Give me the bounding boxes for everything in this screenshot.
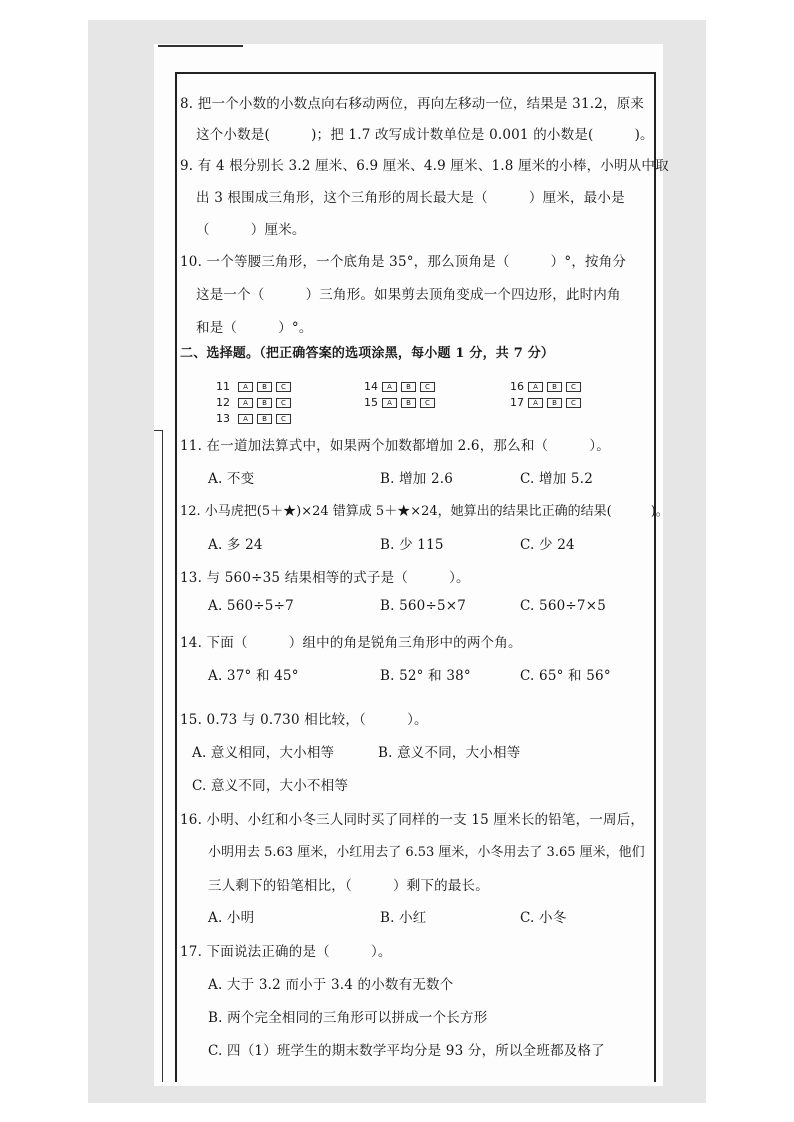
answer-number: 16 bbox=[510, 380, 524, 393]
q14-option-c: C. 65° 和 56° bbox=[520, 668, 611, 684]
bubble-b[interactable]: B bbox=[257, 382, 272, 392]
bubble-c[interactable]: C bbox=[276, 414, 291, 424]
answer-row-14 bbox=[364, 380, 439, 393]
bubble-c[interactable]: C bbox=[566, 382, 581, 392]
bubble-b[interactable]: B bbox=[257, 414, 272, 424]
bubble-a[interactable]: A bbox=[238, 398, 253, 408]
q16-option-b: B. 小红 bbox=[380, 910, 427, 926]
q11-option-a: A. 不变 bbox=[208, 471, 255, 487]
q15-option-b: B. 意义不同，大小相等 bbox=[378, 745, 521, 761]
q8-line1: 8. 把一个小数的小数点向右移动两位，再向左移动一位，结果是 31.2，原来 bbox=[180, 96, 645, 112]
q13-option-c: C. 560÷7×5 bbox=[520, 598, 606, 614]
q12-option-c: C. 少 24 bbox=[520, 537, 575, 553]
bubble-a[interactable]: A bbox=[528, 382, 543, 392]
q13-stem: 13. 与 560÷35 结果相等的式子是（ ）。 bbox=[180, 570, 470, 586]
q9-line2: 出 3 根围成三角形，这个三角形的周长最大是（ ）厘米，最小是 bbox=[196, 190, 625, 206]
q17-option-c: C. 四（1）班学生的期末数学平均分是 93 分，所以全班都及格了 bbox=[208, 1043, 605, 1059]
bubble-c[interactable]: C bbox=[276, 398, 291, 408]
section2-heading: 二、选择题。（把正确答案的选项涂黑，每小题 1 分，共 7 分） bbox=[180, 346, 555, 361]
q12-option-b: B. 少 115 bbox=[380, 537, 444, 553]
q16-option-a: A. 小明 bbox=[208, 910, 255, 926]
q14-option-b: B. 52° 和 38° bbox=[380, 668, 471, 684]
q13-option-b: B. 560÷5×7 bbox=[380, 598, 467, 614]
q12-option-a: A. 多 24 bbox=[208, 537, 263, 553]
q16-line3: 三人剩下的铅笔相比，（ ）剩下的最长。 bbox=[208, 878, 489, 894]
answer-number: 11 bbox=[216, 380, 230, 393]
answer-number: 15 bbox=[364, 396, 378, 409]
q13-option-a: A. 560÷5÷7 bbox=[208, 598, 294, 614]
bubble-a[interactable]: A bbox=[528, 398, 543, 408]
answer-number: 14 bbox=[364, 380, 378, 393]
bubble-c[interactable]: C bbox=[566, 398, 581, 408]
answer-row-11 bbox=[216, 380, 295, 393]
answer-row-15 bbox=[364, 396, 439, 409]
bubble-b[interactable]: B bbox=[547, 398, 562, 408]
q17-option-a: A. 大于 3.2 而小于 3.4 的小数有无数个 bbox=[208, 977, 454, 993]
bubble-a[interactable]: A bbox=[382, 382, 397, 392]
q12-stem: 12. 小马虎把(5＋★)×24 错算成 5＋★×24，她算出的结果比正确的结果( )。 bbox=[180, 504, 669, 519]
answer-row-16 bbox=[510, 380, 585, 393]
top-edge-mark bbox=[158, 45, 243, 47]
bubble-b[interactable]: B bbox=[257, 398, 272, 408]
answer-number: 13 bbox=[216, 412, 230, 425]
answer-row-12 bbox=[216, 396, 295, 409]
q15-option-a: A. 意义相同，大小相等 bbox=[192, 745, 335, 761]
bubble-c[interactable]: C bbox=[420, 398, 435, 408]
bubble-b[interactable]: B bbox=[401, 398, 416, 408]
answer-number: 12 bbox=[216, 396, 230, 409]
bubble-c[interactable]: C bbox=[420, 382, 435, 392]
q16-line2: 小明用去 5.63 厘米，小红用去了 6.53 厘米，小冬用去了 3.65 厘米，他们 bbox=[208, 845, 645, 860]
bubble-a[interactable]: A bbox=[382, 398, 397, 408]
q11-stem: 11. 在一道加法算式中，如果两个加数都增加 2.6，那么和（ ）。 bbox=[180, 438, 610, 454]
q14-stem: 14. 下面（ ）组中的角是锐角三角形中的两个角。 bbox=[180, 635, 522, 651]
q17-option-b: B. 两个完全相同的三角形可以拼成一个长方形 bbox=[208, 1010, 488, 1026]
q17-stem: 17. 下面说法正确的是（ ）。 bbox=[180, 944, 392, 960]
q15-option-c: C. 意义不同，大小不相等 bbox=[192, 778, 349, 794]
bubble-b[interactable]: B bbox=[401, 382, 416, 392]
q16-line1: 16. 小明、小红和小冬三人同时买了同样的一支 15 厘米长的铅笔，一周后， bbox=[180, 812, 645, 828]
answer-number: 17 bbox=[510, 396, 524, 409]
q11-option-c: C. 增加 5.2 bbox=[520, 471, 593, 487]
q14-option-a: A. 37° 和 45° bbox=[208, 668, 299, 684]
q10-line2: 这是一个（ ）三角形。如果剪去顶角变成一个四边形，此时内角 bbox=[196, 287, 621, 303]
q10-line3: 和是（ ）°。 bbox=[196, 320, 313, 336]
q9-line3: （ ）厘米。 bbox=[196, 222, 306, 238]
bubble-a[interactable]: A bbox=[238, 414, 253, 424]
bubble-c[interactable]: C bbox=[276, 382, 291, 392]
q9-line1: 9. 有 4 根分别长 3.2 厘米、6.9 厘米、4.9 厘米、1.8 厘米的小棒，小明从中取 bbox=[180, 158, 669, 174]
bubble-a[interactable]: A bbox=[238, 382, 253, 392]
q15-stem: 15. 0.73 与 0.730 相比较，（ ）。 bbox=[180, 712, 428, 728]
answer-row-13 bbox=[216, 412, 295, 425]
q10-line1: 10. 一个等腰三角形，一个底角是 35°，那么顶角是（ ）°，按角分 bbox=[180, 254, 627, 270]
bubble-b[interactable]: B bbox=[547, 382, 562, 392]
binding-line bbox=[154, 430, 163, 1082]
answer-row-17 bbox=[510, 396, 585, 409]
q11-option-b: B. 增加 2.6 bbox=[380, 471, 454, 487]
q16-option-c: C. 小冬 bbox=[520, 910, 567, 926]
q8-line2: 这个小数是( )；把 1.7 改写成计数单位是 0.001 的小数是( )。 bbox=[196, 127, 654, 143]
